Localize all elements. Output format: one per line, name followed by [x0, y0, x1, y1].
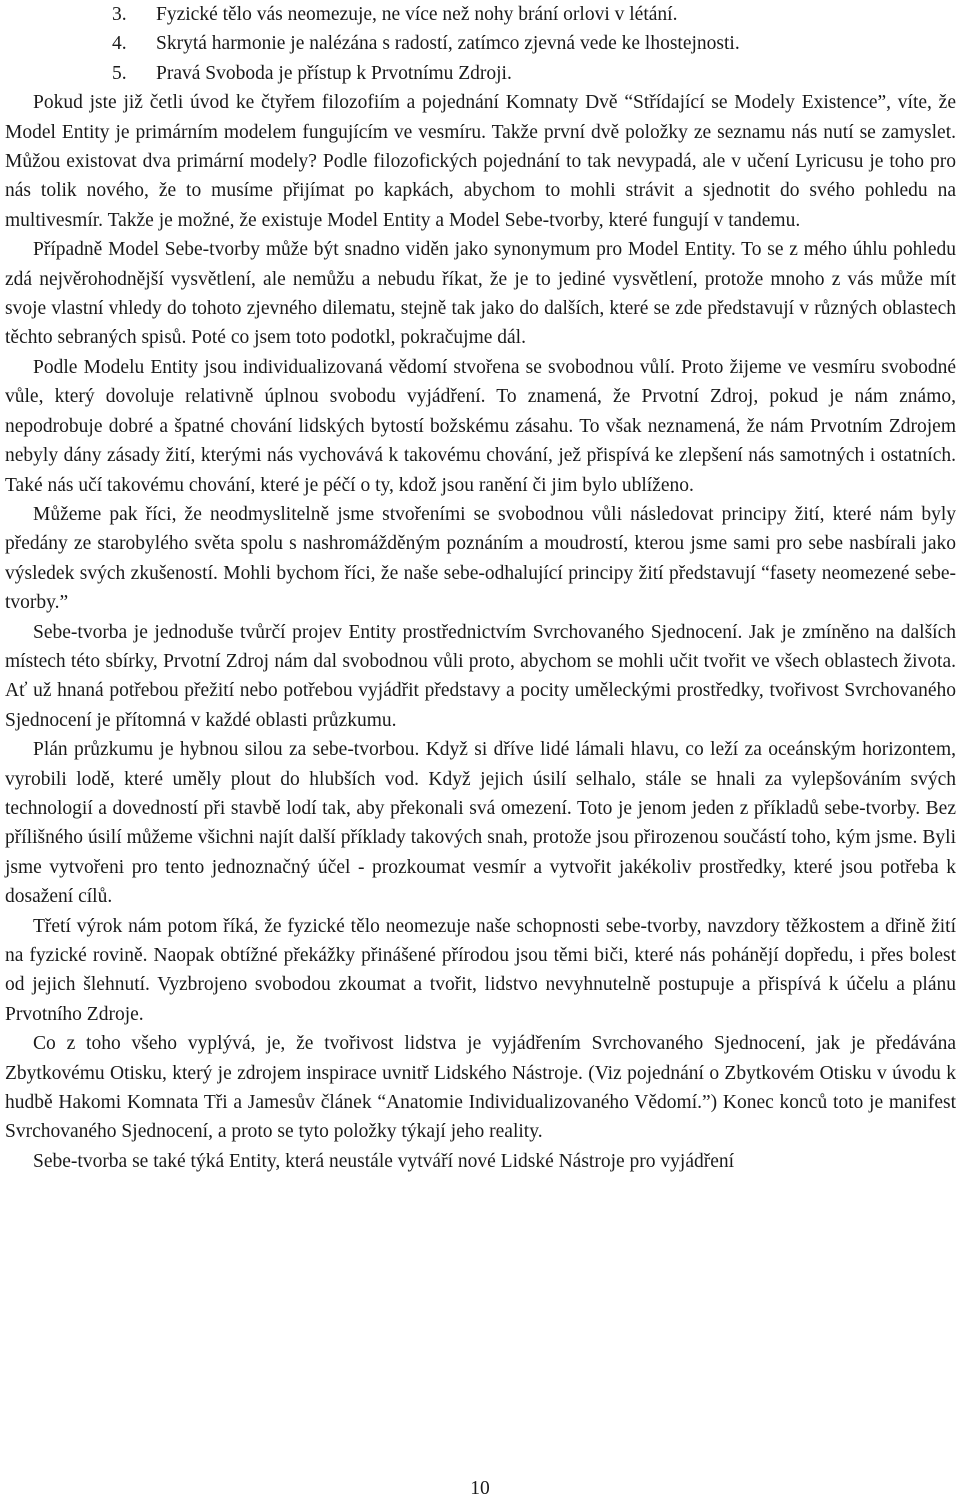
paragraph: Co z toho všeho vyplývá, je, že tvořivost lidstva je vyjádřením Svrchovaného Sjednocení, jak je předávána Zbytkovému Otisku, který je zdrojem inspirace uvnitř Lidského Nástroje. (Viz pojednání o Zbytkovém Otisku v úvodu k hudbě Hakomi Komnata Tři a Jamesův článek “Anatomie Individualizovaného Vědomí.”) Konec konců toto je manifest Svrchovaného Sjednocení, a proto se tyto položky týkají jeho reality.	[5, 1033, 956, 1143]
list-item	[5, 59, 956, 88]
paragraph: Sebe-tvorba se také týká Entity, která neustále vytváří nové Lidské Nástroje pro vyjádření	[33, 1150, 735, 1172]
list-item-text: Fyzické tělo vás neomezuje, ne více než nohy brání orlovi v létání.	[156, 4, 678, 25]
list-item-text: Pravá Svoboda je přístup k Prvotnímu Zdroji.	[156, 62, 512, 84]
list-item-number: 4.	[112, 33, 127, 55]
paragraph: Plán průzkumu je hybnou silou za sebe-tvorbou. Když si dříve lidé lámali hlavu, co leží za oceánským horizontem, vyrobili lodě, které uměly plout do hlubších vod. Když jejich úsilí selhalo, stále se hnali za vylepšováním svých technologií a dovedností při stavbě lodí tak, aby překonali svá omezení. Toto je jenom jeden z příkladů sebe-tvorby. Bez přílišného úsilí můžeme všichni najít další příklady takových snah, protože jsou přirozenou součástí toho, kým jsme. Byli jsme vytvořeni pro tento jednoznačný účel - prozkoumat vesmír a vytvořit jakékoliv prostředky, které jsou potřeba k dosažení cílů.	[5, 739, 956, 908]
paragraph: Třetí výrok nám potom říká, že fyzické tělo neomezuje naše schopnosti sebe-tvorby, navzdory těžkostem a dřině žití na fyzické rovině. Naopak obtížné překážky přinášené přírodou jsou těmi biči, které nás pohánějí dopředu, i přes bolest od jejich šlehnutí. Vyzbrojeno svobodou zkoumat a tvořit, lidstvo nevyhnutelně postupuje a přispívá k účelu a plánu Prvotního Zdroje.	[5, 915, 956, 1025]
list-item-number: 3.	[112, 4, 127, 25]
list-item-number: 5.	[112, 62, 127, 84]
paragraph: Případně Model Sebe-tvorby může být snadno viděn jako synonymum pro Model Entity. To se z mého úhlu pohledu zdá nejvěrohodnější vysvětlení, ale nemůžu a nebudu říkat, že je to jediné vysvětlení, protože mnoho z vás může mít svoje vlastní vhledy do tohoto zjevného dilematu, stejně tak jako do dalších, které se zde představují v různých oblastech těchto sebraných spisů. Poté co jsem toto podotkl, pokračujme dál.	[5, 239, 956, 349]
paragraph: Pokud jste již četli úvod ke čtyřem filozofiím a pojednání Komnaty Dvě “Střídající se Modely Existence”, víte, že Model Entity je primárním modelem fungujícím ve vesmíru. Takže první dvě položky ze seznamu nás nutí se zamyslet. Můžou existovat dva primární modely? Podle filozofických pojednání to tak nevypadá, ale v učení Lyricusu je toho pro nás tolik nového, že to musíme přijímat po kapkách, abychom to mohli strávit a sjednotit do svého pohledu na multivesmír. Takže je možné, že existuje Model Entity a Model Sebe-tvorby, které fungují v tandemu.	[5, 92, 956, 231]
numbered-list	[5, 0, 956, 88]
paragraph: Podle Modelu Entity jsou individualizovaná vědomí stvořena se svobodnou vůlí. Proto žijeme ve vesmíru svobodné vůle, který dovoluje relativně úplnou svobodu vyjádření. To znamená, že Prvotní Zdroj, pokud je nám známo, nepodrobuje dobré a špatné chování lidských bytostí božskému zásahu. To však neznamená, že nám Prvotním Zdrojem nebyly dány zásady žití, kterými nás vychovává k takovému chování, jež přispívá ke zlepšení nás samotných i ostatních. Také nás učí takovému chování, které je péčí o ty, kdož jsou ranění či jim bylo ublíženo.	[5, 356, 956, 496]
page-number: 10	[470, 1478, 490, 1499]
list-item	[5, 0, 956, 29]
list-item-text: Skrytá harmonie je nalézána s radostí, zatímco zjevná vede ke lhostejnosti.	[156, 33, 740, 55]
list-item	[5, 29, 956, 58]
paragraph: Sebe-tvorba je jednoduše tvůrčí projev Entity prostřednictvím Svrchovaného Sjednocení. Jak je zmíněno na dalších místech této sbírky, Prvotní Zdroj nám dal svobodnou vůli proto, abychom se mohli učit tvořit ve všech oblastech života. Ať už hnaná potřebou přežití nebo potřebou vyjádřit představy a pocity uměleckými prostředky, tvořivost Svrchovaného Sjednocení je přítomná v každé oblasti průzkumu.	[5, 621, 956, 731]
paragraph: Můžeme pak říci, že neodmyslitelně jsme stvořeními se svobodnou vůli následovat principy žití, které nám byly předány ze starobylého světa spolu s nashromážděným poznáním a moudrostí, kterou jsme sami pro sebe nasbírali jako výsledek svých zkušeností. Mohli bychom říci, že naše sebe-odhalující principy žití představují “fasety neomezené sebe-tvorby.”	[5, 503, 956, 614]
